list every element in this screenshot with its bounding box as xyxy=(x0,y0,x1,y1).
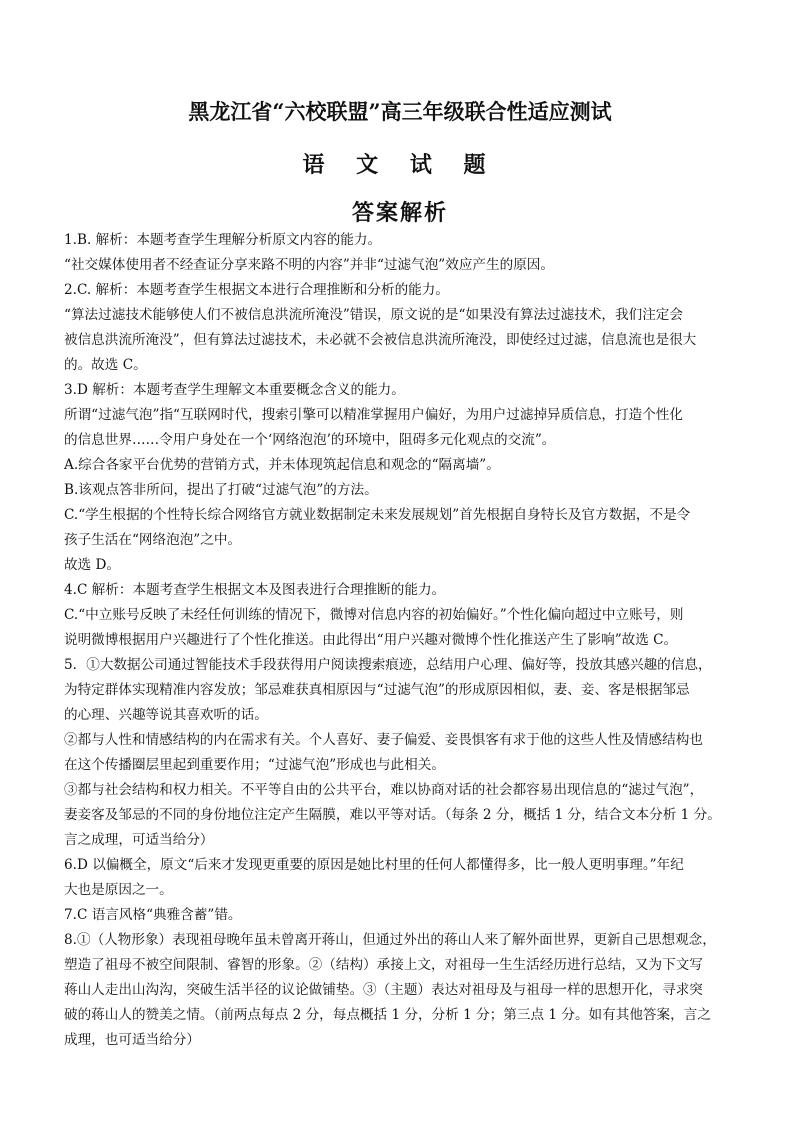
text-line: C.“中立账号反映了未经任何训练的情况下，微博对信息内容的初始偏好。”个性化偏向超过中立账号，则 xyxy=(64,607,684,623)
text-line: 为特定群体实现精准内容发放；邹忌难获真相原因与“过滤气泡”的形成原因相似，妻、妾、客是根据邹忌 xyxy=(64,682,690,698)
text-line: 塑造了祖母不被空间限制、睿智的形象。②（结构）承接上文，对祖母一生生活经历进行总结，又为下文写 xyxy=(64,957,703,973)
text-line: 妻妾客及邹忌的不同的身份地位注定产生隔膜，难以平等对话。（每条 2 分，概括 1 分，结合文本分析 1 分。 xyxy=(64,807,721,823)
text-line: 3.D 解析：本题考查学生理解文本重要概念含义的能力。 xyxy=(64,382,405,398)
subject-title: 语 文 试 题 xyxy=(302,152,498,178)
text-line: A.综合各家平台优势的营销方式，并未体现筑起信息和观念的“隔离墙”。 xyxy=(64,457,500,473)
text-line: C.“学生根据的个性特长综合网络官方就业数据制定未来发展规划”首先根据自身特长及官方数据，不是令 xyxy=(64,507,691,523)
text-line: 8.①（人物形象）表现祖母晚年虽未曾离开蒋山，但通过外出的蒋山人来了解外面世界，更新自己思想观念， xyxy=(64,932,716,948)
text-line: 孩子生活在“网络泡泡”之中。 xyxy=(64,532,242,548)
text-line: 说明微博根据用户兴趣进行了个性化推送。由此得出“用户兴趣对微博个性化推送产生了影响”故选 C。 xyxy=(64,632,678,648)
text-line: “算法过滤技术能够使人们不被信息洪流所淹没”错误，原文说的是“如果没有算法过滤技术，我们注定会 xyxy=(64,307,683,323)
text-line: 2.C. 解析：本题考查学生根据文本进行合理推断和分析的能力。 xyxy=(64,282,449,298)
text-line: 所谓“过滤气泡”指“互联网时代，搜索引擎可以精准掌握用户偏好，为用户过滤掉异质信息，打造个性化 xyxy=(64,407,683,423)
text-line: 6.D 以偏概全，原文“后来才发现更重要的原因是她比村里的任何人都懂得多，比一般人更明事理。”年纪 xyxy=(64,857,684,873)
section-title: 答案解析 xyxy=(351,200,448,226)
text-line: 被信息洪流所淹没”，但有算法过滤技术，未必就不会被信息洪流所淹没，即使经过过滤，信息流也是很大 xyxy=(64,332,697,348)
text-line: 故选 D。 xyxy=(64,557,121,573)
text-line: 言之成理，可适当给分） xyxy=(64,832,214,848)
text-line: 1.B. 解析：本题考查学生理解分析原文内容的能力。 xyxy=(64,232,382,248)
text-line: 大也是原因之一。 xyxy=(64,882,173,898)
text-line: 4.C 解析：本题考查学生根据文本及图表进行合理推断的能力。 xyxy=(64,582,446,598)
text-line: 的心理、兴趣等说其喜欢听的话。 xyxy=(64,707,268,723)
text-line: 7.C 语言风格“典雅含蓄”错。 xyxy=(64,907,242,923)
text-line: 蒋山人走出山沟沟，突破生活半径的议论做铺垫。③（主题）表达对祖母及与祖母一样的思想开化，寻求突 xyxy=(64,982,703,998)
text-line: ②都与人性和情感结构的内在需求有关。个人喜好、妻子偏爱、妾畏惧客有求于他的这些人性及情感结构也 xyxy=(64,732,703,748)
page-title: 黑龙江省“六校联盟”高三年级联合性适应测试 xyxy=(188,99,612,124)
text-line: 在这个传播圈层里起到重要作用；“过滤气泡”形成也与此相关。 xyxy=(64,757,445,773)
text-line: 5．①大数据公司通过智能技术手段获得用户阅读搜索痕迹，总结用户心理、偏好等，投放其感兴趣的信息， xyxy=(64,657,712,673)
text-line: 的信息世界……令用户身处在一个‘网络泡泡’的环境中，阻碍多元化观点的交流”。 xyxy=(64,432,556,448)
text-line: 成理，也可适当给分） xyxy=(64,1032,200,1048)
text-line: B.该观点答非所问，提出了打破“过滤气泡”的方法。 xyxy=(64,482,378,498)
text-line: 破的蒋山人的赞美之情。（前两点每点 2 分，每点概括 1 分，分析 1 分；第三点 1 分。如有其他答案，言之 xyxy=(64,1007,711,1023)
text-line: 的。故选 C。 xyxy=(64,357,147,373)
text-line: ③都与社会结构和权力相关。不平等自由的公共平台，难以协商对话的社会都容易出现信息的“滤过气泡”， xyxy=(64,782,704,798)
text-line: “社交媒体使用者不经查证分享来路不明的内容”并非“过滤气泡”效应产生的原因。 xyxy=(64,257,554,273)
